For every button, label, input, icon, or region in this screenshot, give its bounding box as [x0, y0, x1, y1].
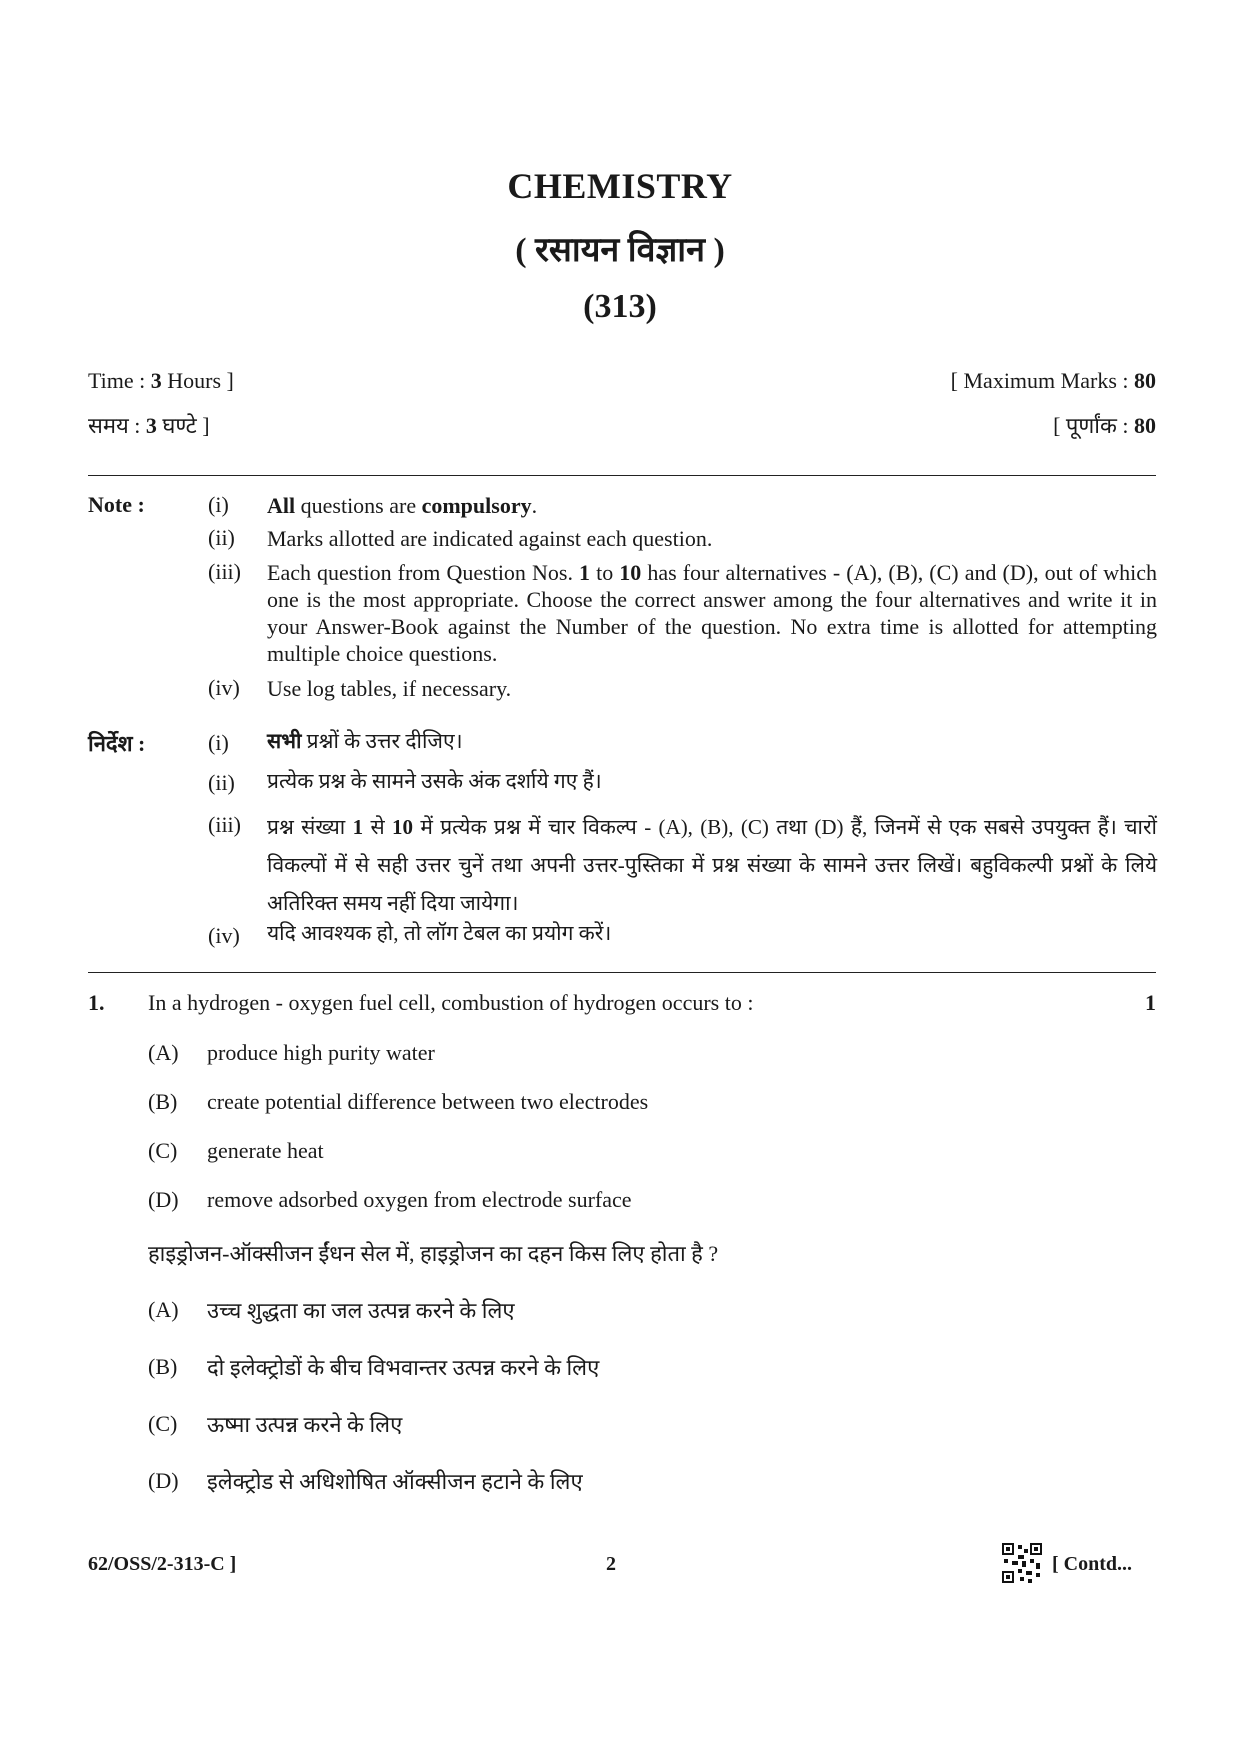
option-label: (D) [148, 1187, 179, 1212]
page-number: 2 [606, 1553, 616, 1575]
contd-label: [ Contd... [1052, 1553, 1133, 1575]
time-hi: समय : 3 घण्टे ] [88, 413, 210, 438]
note-en-item: Use log tables, if necessary. [267, 676, 512, 701]
note-hi-num: (iii) [208, 812, 241, 837]
option-label: (B) [148, 1354, 178, 1379]
divider [88, 475, 1156, 476]
option-text-en: produce high purity water [207, 1040, 435, 1065]
note-label-hi: निर्देश : [88, 731, 146, 756]
option-text-en: remove adsorbed oxygen from electrode surface [207, 1187, 632, 1212]
question-marks: 1 [1145, 990, 1156, 1015]
option-label: (B) [148, 1089, 178, 1114]
note-en-num: (iii) [208, 559, 241, 584]
subject-code: (313) [583, 288, 657, 325]
note-hi-num: (iv) [208, 923, 240, 948]
note-hi-item: सभी प्रश्नों के उत्तर दीजिए। [267, 729, 463, 753]
question-text-hi: हाइड्रोजन-ऑक्सीजन ईंधन सेल में, हाइड्रोजन का दहन किस लिए होता है ? [148, 1241, 719, 1266]
option-label: (A) [148, 1297, 179, 1322]
option-label: (A) [148, 1040, 179, 1065]
option-text-hi: उच्च शुद्धता का जल उत्पन्न करने के लिए [207, 1298, 515, 1323]
subject-title: CHEMISTRY [507, 166, 733, 206]
note-label-en: Note : [88, 492, 145, 517]
question-number: 1. [88, 990, 105, 1015]
subject-title-hindi: ( रसायन विज्ञान ) [515, 232, 725, 269]
option-text-hi: दो इलेक्ट्रोडों के बीच विभवान्तर उत्पन्न करने के लिए [207, 1355, 600, 1380]
question-text-en: In a hydrogen - oxygen fuel cell, combustion of hydrogen occurs to : [148, 990, 754, 1015]
note-en-item: Marks allotted are indicated against each question. [267, 526, 713, 551]
time-en: Time : 3 Hours ] [88, 368, 234, 393]
max-marks-en: [ Maximum Marks : 80 [950, 368, 1156, 393]
divider [88, 972, 1156, 973]
option-label: (D) [148, 1468, 179, 1493]
note-en-item: Each question from Question Nos. 1 to 10 has four alternatives - (A), (B), (C) and (D), out of which one is the most appropriate. Choose the correct answer among the four alternatives and write it in your Answer-Book against the Number of the question. No extra time is allotted for attempting multiple choice questions. [267, 560, 1157, 666]
note-hi-num: (i) [208, 730, 229, 755]
note-en-num: (iv) [208, 675, 240, 700]
note-en-num: (i) [208, 492, 229, 517]
qr-code-icon [1002, 1543, 1042, 1583]
note-en-num: (ii) [208, 525, 235, 550]
option-text-hi: इलेक्ट्रोड से अधिशोषित ऑक्सीजन हटाने के लिए [207, 1469, 583, 1494]
note-hi-item: यदि आवश्यक हो, तो लॉग टेबल का प्रयोग करें। [267, 921, 612, 945]
option-label: (C) [148, 1411, 178, 1436]
paper-code: 62/OSS/2-313-C ] [88, 1553, 237, 1575]
note-hi-item: प्रश्न संख्या 1 से 10 में प्रत्येक प्रश्न में चार विकल्प - (A), (B), (C) तथा (D) हैं, जिनमें से एक सबसे उपयुक्त हैं। चारों विकल्पों में से सही उत्तर चुनें तथा अपनी उत्तर-पुस्तिका में प्रश्न संख्या के सामने उत्तर लिखें। बहुविकल्पी प्रश्नों के लिये अतिरिक्त समय नहीं दिया जायेगा। [267, 815, 1157, 915]
max-marks-hi: [ पूर्णांक : 80 [1053, 413, 1156, 438]
note-en-item: All questions are compulsory. [267, 493, 538, 518]
note-hi-num: (ii) [208, 770, 235, 795]
option-text-hi: ऊष्मा उत्पन्न करने के लिए [207, 1412, 403, 1437]
option-label: (C) [148, 1138, 178, 1163]
note-hi-item: प्रत्येक प्रश्न के सामने उसके अंक दर्शाये गए हैं। [267, 769, 602, 793]
option-text-en: generate heat [207, 1138, 324, 1163]
option-text-en: create potential difference between two electrodes [207, 1089, 649, 1114]
